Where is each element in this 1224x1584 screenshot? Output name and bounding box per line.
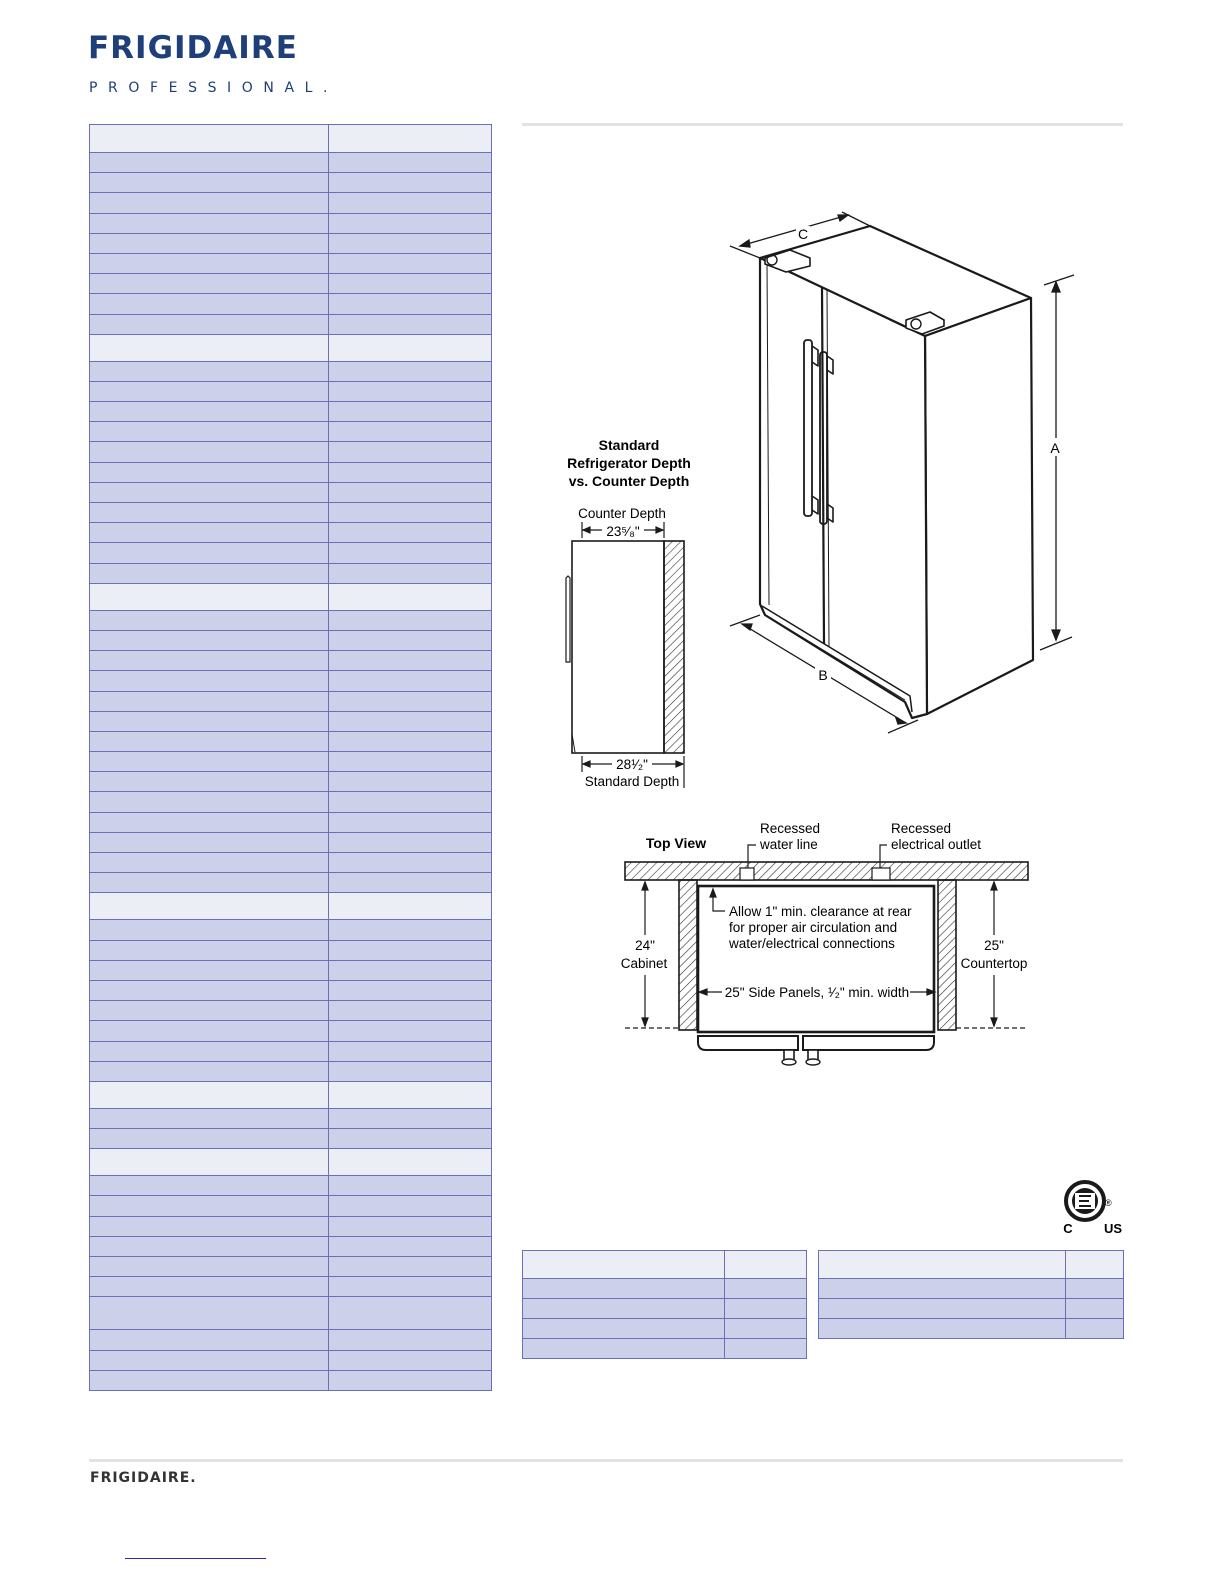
table-cell-value	[725, 1279, 806, 1298]
dimension-a-label: A	[1050, 440, 1060, 456]
table-cell-value	[725, 1251, 806, 1278]
table-row	[523, 1318, 806, 1338]
table-cell-label	[523, 1339, 725, 1358]
refrigerator-illustration	[760, 226, 1033, 718]
table-cell-label	[523, 1251, 725, 1278]
cabinet-dim-label: Cabinet	[620, 956, 668, 971]
top-view-title: Top View	[645, 835, 707, 851]
table-header-row	[819, 1251, 1123, 1278]
table-header-row	[523, 1251, 806, 1278]
table-cell-label	[819, 1251, 1066, 1278]
depth-title-line-3: vs. Counter Depth	[568, 473, 690, 489]
table-cell-label	[523, 1279, 725, 1298]
standard-depth-label: Standard Depth	[584, 774, 680, 789]
table-cell-value	[725, 1319, 806, 1338]
table-cell-label	[523, 1319, 725, 1338]
table-row	[819, 1298, 1123, 1318]
countertop-dim-value: 25"	[984, 938, 1004, 953]
water-line-label-2: water line	[760, 837, 818, 852]
clearance-note-line-2: for proper air circulation and	[729, 920, 898, 935]
footer-divider	[89, 1459, 1123, 1462]
table-cell-label	[819, 1319, 1066, 1338]
csa-left-label: C	[1063, 1221, 1073, 1236]
svg-text:®: ®	[1105, 1198, 1112, 1208]
outlet-label-1: Recessed	[891, 821, 952, 836]
countertop-dim-label: Countertop	[960, 956, 1028, 971]
counter-depth-value: 23⁵⁄₈"	[606, 524, 640, 539]
water-line-label-1: Recessed	[760, 821, 821, 836]
standard-depth-value: 28¹⁄₂"	[616, 757, 648, 772]
clearance-note-line-1: Allow 1" min. clearance at rear	[729, 904, 912, 919]
brand-logo: FRIGIDAIRE	[88, 30, 298, 66]
table-row	[523, 1298, 806, 1318]
clearance-note-line-3: water/electrical connections	[729, 936, 895, 951]
table-row	[523, 1278, 806, 1298]
table-cell-label	[523, 1299, 725, 1318]
counter-depth-label: Counter Depth	[578, 506, 666, 521]
depth-comparison	[566, 437, 691, 789]
table-cell-label	[819, 1299, 1066, 1318]
table-row	[819, 1278, 1123, 1298]
table-cell-value	[725, 1299, 806, 1318]
depth-title-line-1: Standard	[598, 437, 660, 453]
csa-right-label: US	[1103, 1221, 1123, 1236]
table-row	[819, 1318, 1123, 1338]
table-cell-value	[1066, 1319, 1123, 1338]
dimensions-table	[522, 1250, 807, 1359]
dimension-b-label: B	[818, 667, 828, 683]
top-view	[621, 821, 1028, 1065]
footer-link-underline[interactable]	[125, 1558, 266, 1559]
brand-subline: PROFESSIONAL.	[89, 80, 339, 96]
clearance-table	[818, 1250, 1124, 1339]
table-cell-label	[819, 1279, 1066, 1298]
side-panels-note: 25" Side Panels, ¹⁄₂" min. width	[724, 985, 910, 1000]
outlet-label-2: electrical outlet	[891, 837, 982, 852]
table-cell-value	[1066, 1299, 1123, 1318]
table-row	[523, 1338, 806, 1358]
table-cell-value	[1066, 1251, 1123, 1278]
depth-title-line-2: Refrigerator Depth	[567, 455, 691, 471]
table-cell-value	[1066, 1279, 1123, 1298]
dimension-c-label: C	[797, 226, 809, 242]
csa-certification-mark	[1063, 1182, 1122, 1236]
table-cell-value	[725, 1339, 806, 1358]
footer-brand-logo: FRIGIDAIRE.	[90, 1470, 197, 1486]
cabinet-dim-value: 24"	[635, 938, 655, 953]
